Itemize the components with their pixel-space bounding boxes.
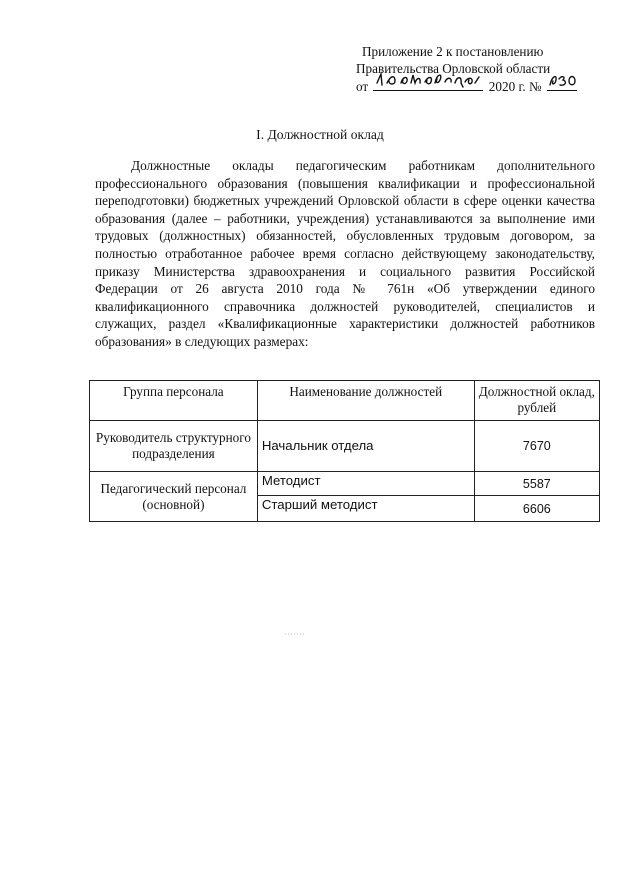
- header-position: Наименование должностей: [257, 381, 474, 421]
- cell-position: Старший методист: [257, 496, 474, 522]
- appendix-header: [356, 44, 596, 96]
- scan-smudge: [284, 632, 306, 636]
- year-label: 2020 г. №: [488, 79, 542, 94]
- appendix-line-1: Приложение 2 к постановлению: [362, 44, 544, 59]
- cell-salary: 6606: [474, 496, 599, 522]
- cell-salary: 5587: [474, 472, 599, 496]
- handwritten-number: [547, 77, 577, 91]
- cell-position: Методист: [257, 472, 474, 496]
- table-row: [90, 421, 600, 472]
- section-title: I. Должностной оклад: [256, 127, 384, 142]
- cell-group: Руководитель структурного подразделения: [90, 421, 258, 472]
- cell-group: Педагогический персонал (основной): [90, 472, 258, 522]
- header-salary: Должностной оклад, рублей: [474, 381, 599, 421]
- cell-salary: 7670: [474, 421, 599, 472]
- body-paragraph-block: [95, 157, 595, 351]
- handwritten-date: [373, 77, 483, 91]
- cell-position: Начальник отдела: [257, 421, 474, 472]
- appendix-line-2: Правительства Орловской области: [356, 60, 551, 76]
- appendix-line-3: [356, 77, 596, 96]
- table-row: [90, 472, 600, 496]
- body-paragraph: Должностные оклады педагогическим работникам дополнительного профессионального образования (повышения квалификации и профессиональной переподготовки) бюджетных учреждений Орловской области в сфере оценки качества образования (далее – работники, учреждения) устанавливаются за выполнение ими трудовых (должностных) обязанностей, обусловленных трудовым договором, за полностью отработанное рабочее время согласно действующему законодательству, приказу Министерства здравоохранения и социального развития Российской Федерации от 26 августа 2010 года № 761н «Об утверждении единого квалификационного справочника должностей руководителей, специалистов и служащих, раздел «Квалификационные характеристики должностей работников образования» в следующих размерах:: [95, 158, 595, 349]
- date-prefix: от: [356, 79, 369, 94]
- salary-table: [89, 380, 600, 522]
- table-header-row: [90, 381, 600, 421]
- header-group: Группа персонала: [90, 381, 258, 421]
